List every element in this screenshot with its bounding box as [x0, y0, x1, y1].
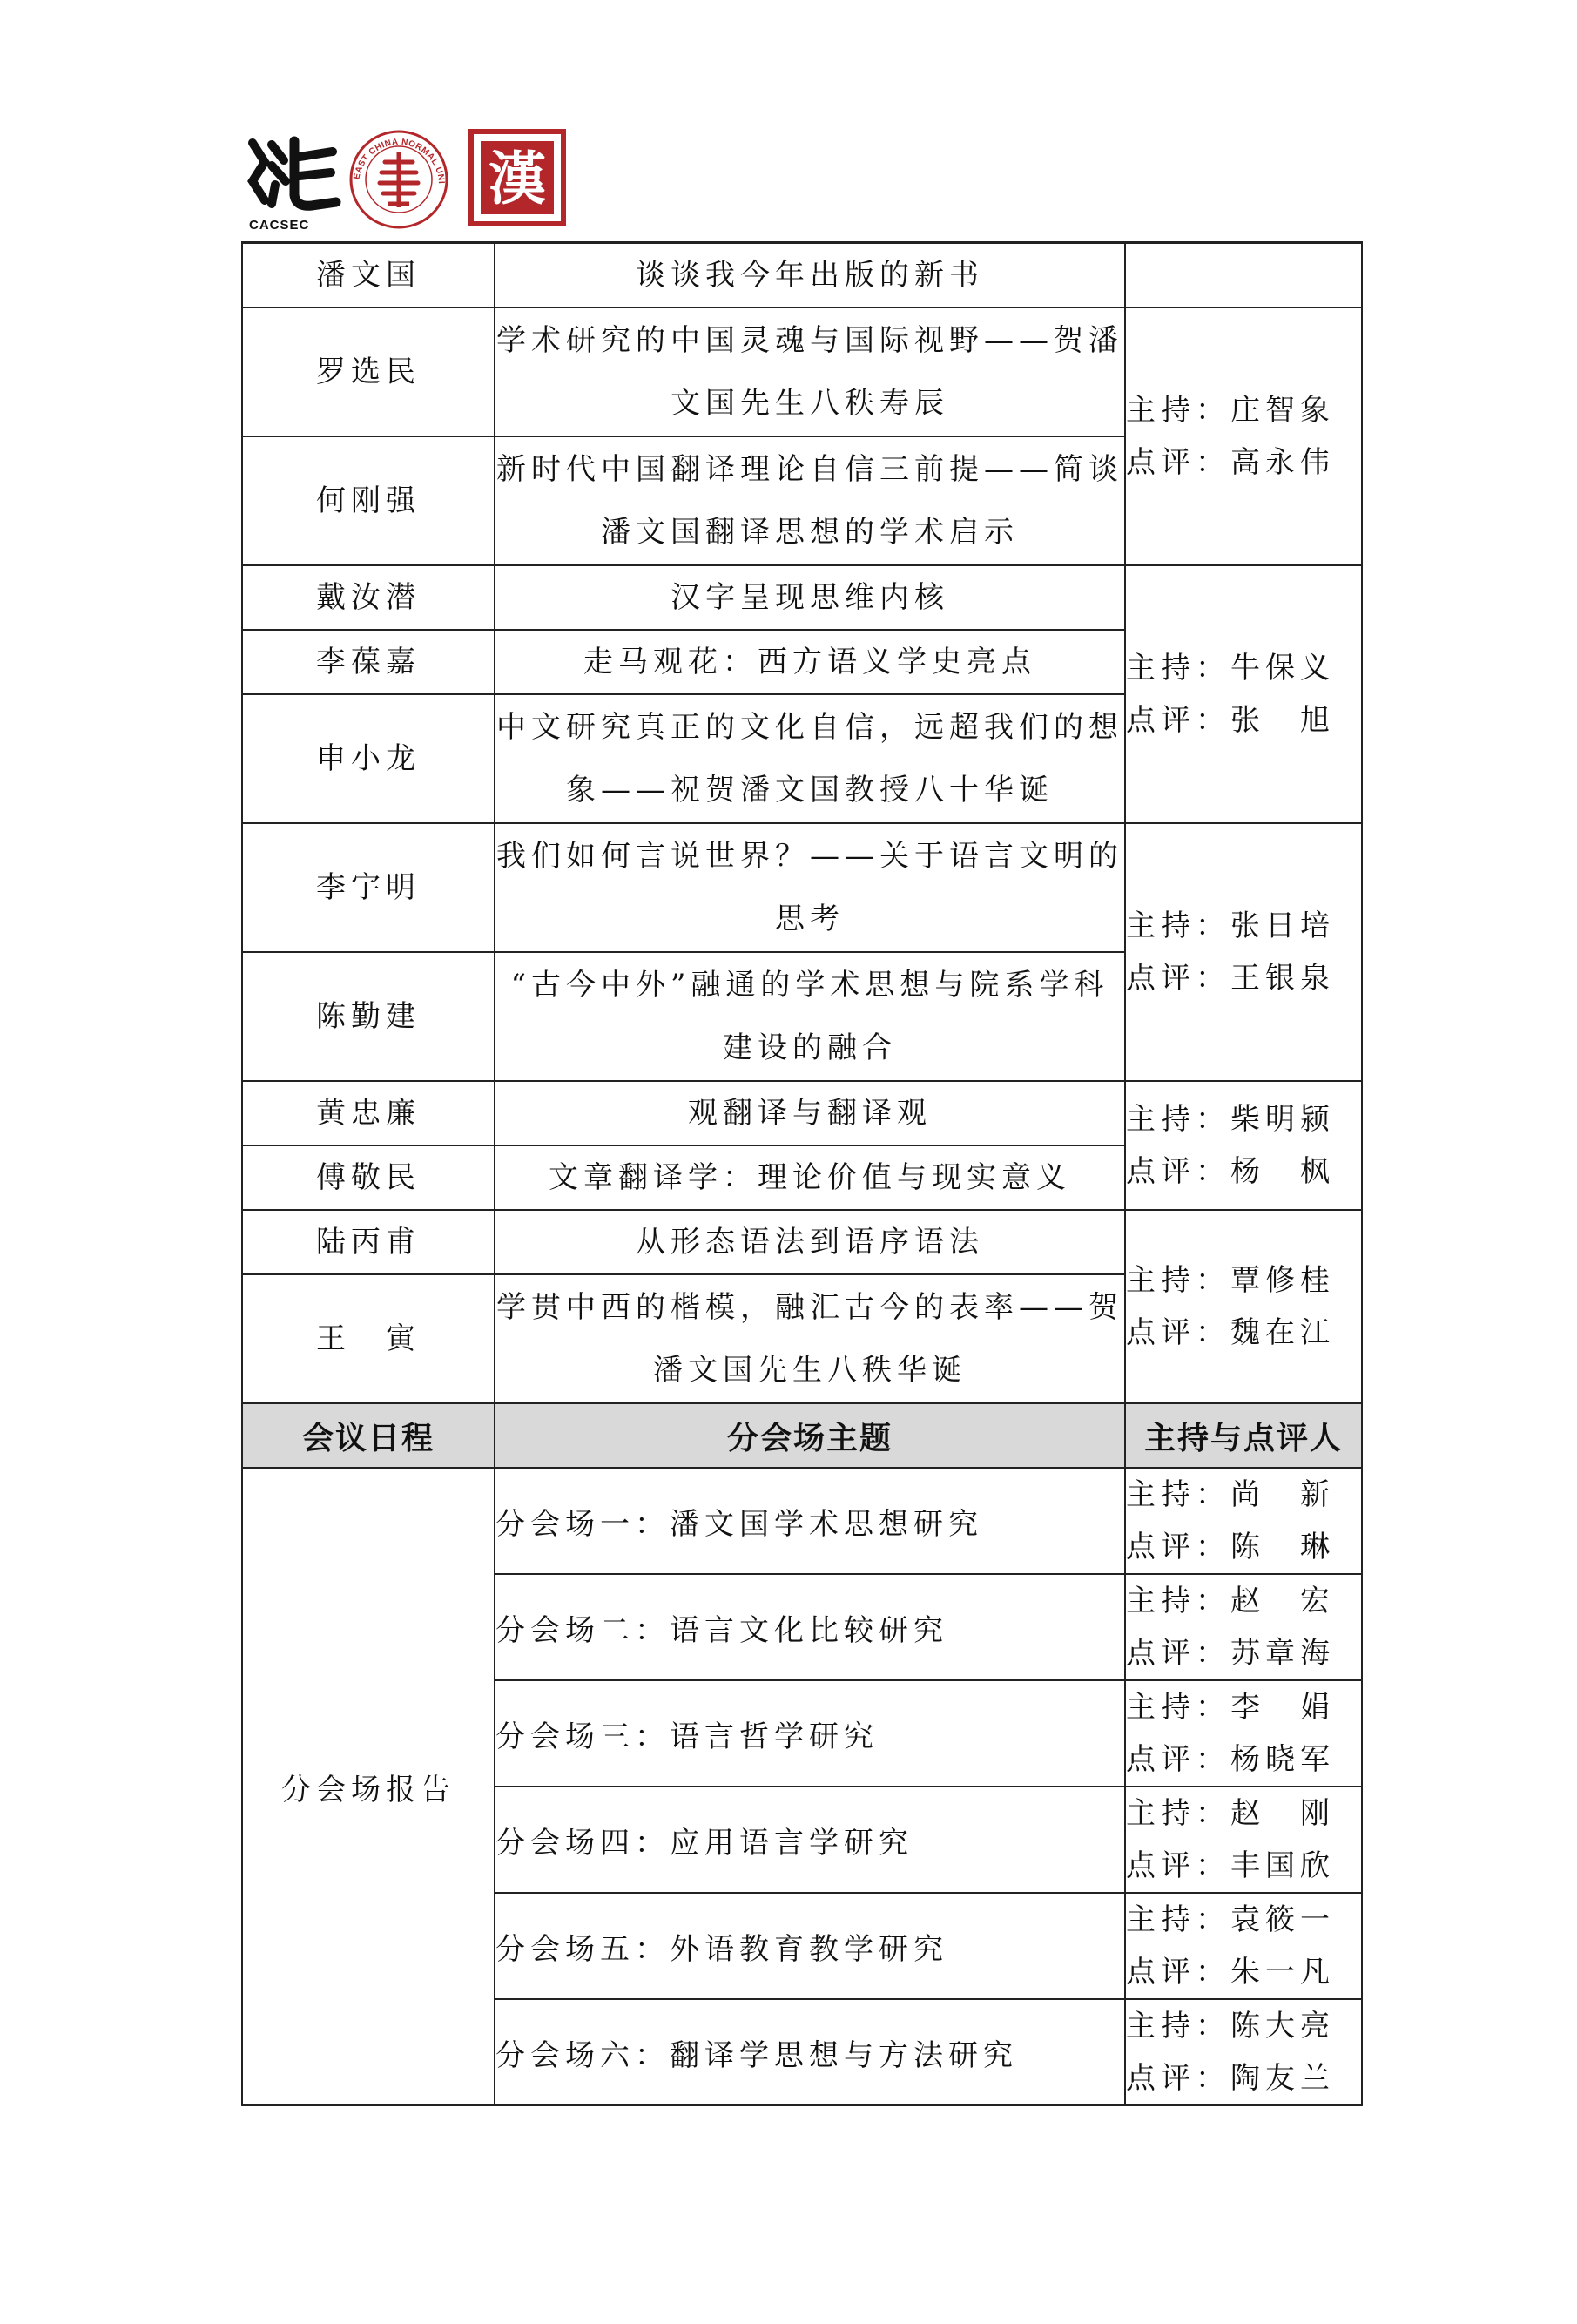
review-label: 点评：杨晓军 — [1126, 1742, 1335, 1777]
section-header-row — [242, 1403, 1362, 1468]
session-host-cell — [1125, 1574, 1362, 1680]
speaker-name: 王 寅 — [242, 1274, 495, 1403]
talk-row — [242, 1210, 1362, 1274]
review-label: 点评：陶友兰 — [1126, 2061, 1335, 2096]
session-title: 分会场一：潘文国学术思想研究 — [495, 1468, 1125, 1574]
session-title: 分会场五：外语教育教学研究 — [495, 1893, 1125, 1999]
speaker-name: 李葆嘉 — [242, 630, 495, 694]
review-label: 点评：张 旭 — [1126, 703, 1335, 738]
session-host-cell — [1125, 1999, 1362, 2105]
talk-row — [242, 307, 1362, 436]
host-label: 主持：覃修桂 — [1126, 1263, 1335, 1298]
talk-row — [242, 1081, 1362, 1145]
header-topic: 分会场主题 — [495, 1403, 1125, 1468]
session-title: 分会场二：语言文化比较研究 — [495, 1574, 1125, 1680]
talk-title: 中文研究真正的文化自信，远超我们的想 象——祝贺潘文国教授八十华诞 — [495, 694, 1125, 823]
review-label: 点评：魏在江 — [1126, 1315, 1335, 1350]
session-row — [242, 1468, 1362, 1574]
review-label: 点评：苏章海 — [1126, 1636, 1335, 1671]
speaker-name: 黄忠廉 — [242, 1081, 495, 1145]
speaker-name: 李宇明 — [242, 823, 495, 952]
session-host-cell — [1125, 1468, 1362, 1574]
review-label: 点评：陈 琳 — [1126, 1530, 1335, 1564]
review-label: 点评：杨 枫 — [1126, 1154, 1335, 1189]
speaker-name: 何刚强 — [242, 436, 495, 565]
talk-title: 观翻译与翻译观 — [495, 1081, 1125, 1145]
breakout-label: 分会场报告 — [242, 1468, 495, 2105]
talk-title: “古今中外”融通的学术思想与院系学科 建设的融合 — [495, 952, 1125, 1081]
host-review-cell — [1125, 1081, 1362, 1210]
session-title: 分会场六：翻译学思想与方法研究 — [495, 1999, 1125, 2105]
speaker-name: 陈勤建 — [242, 952, 495, 1081]
cacsec-logo — [246, 127, 343, 232]
talk-title: 走马观花：西方语义学史亮点 — [495, 630, 1125, 694]
review-label: 点评：丰国欣 — [1126, 1848, 1335, 1883]
review-label: 点评：王银泉 — [1126, 961, 1335, 996]
host-cell-empty — [1125, 243, 1362, 308]
talk-title: 汉字呈现思维内核 — [495, 565, 1125, 630]
ecnu-seal-logo — [347, 127, 451, 232]
speaker-name: 戴汝潜 — [242, 565, 495, 630]
talk-title: 新时代中国翻译理论自信三前提——简谈 潘文国翻译思想的学术启示 — [495, 436, 1125, 565]
host-review-cell — [1125, 307, 1362, 565]
host-label: 主持：赵 刚 — [1126, 1796, 1335, 1831]
session-host-cell — [1125, 1893, 1362, 1999]
host-review-cell — [1125, 565, 1362, 823]
session-title: 分会场四：应用语言学研究 — [495, 1787, 1125, 1893]
talk-title: 我们如何言说世界？——关于语言文明的 思考 — [495, 823, 1125, 952]
talk-row — [242, 565, 1362, 630]
host-review-cell — [1125, 1210, 1362, 1403]
host-label: 主持：尚 新 — [1126, 1477, 1335, 1512]
host-label: 主持：庄智象 — [1126, 393, 1335, 428]
host-label: 主持：赵 宏 — [1126, 1584, 1335, 1618]
host-label: 主持：柴明颍 — [1126, 1102, 1335, 1137]
speaker-name: 罗选民 — [242, 307, 495, 436]
review-label: 点评：朱一凡 — [1126, 1955, 1335, 1990]
schedule-table — [241, 241, 1363, 2106]
cacsec-caption: CACSEC — [249, 218, 310, 233]
header-logos — [246, 127, 566, 232]
han-seal-logo — [468, 129, 566, 226]
host-label: 主持：张日培 — [1126, 909, 1335, 943]
session-host-cell — [1125, 1680, 1362, 1787]
host-label: 主持：李 娟 — [1126, 1690, 1335, 1725]
talk-title: 学贯中西的楷模，融汇古今的表率——贺 潘文国先生八秩华诞 — [495, 1274, 1125, 1403]
speaker-name: 申小龙 — [242, 694, 495, 823]
speaker-name: 傅敬民 — [242, 1145, 495, 1210]
host-label: 主持：陈大亮 — [1126, 2009, 1335, 2044]
header-host-review: 主持与点评人 — [1125, 1403, 1362, 1468]
review-label: 点评：高永伟 — [1126, 445, 1335, 480]
header-schedule: 会议日程 — [242, 1403, 495, 1468]
session-title: 分会场三：语言哲学研究 — [495, 1680, 1125, 1787]
host-label: 主持：袁筱一 — [1126, 1902, 1335, 1937]
svg-text:EAST CHINA NORMAL UNIVERSITY: EAST CHINA NORMAL UNI — [352, 137, 447, 185]
host-label: 主持：牛保义 — [1126, 651, 1335, 686]
talk-row — [242, 823, 1362, 952]
han-glyph: 漢 — [489, 145, 546, 213]
talk-row — [242, 243, 1362, 308]
talk-title: 文章翻译学：理论价值与现实意义 — [495, 1145, 1125, 1210]
talk-title: 学术研究的中国灵魂与国际视野——贺潘 文国先生八秩寿辰 — [495, 307, 1125, 436]
talk-title: 从形态语法到语序语法 — [495, 1210, 1125, 1274]
host-review-cell — [1125, 823, 1362, 1081]
speaker-name: 潘文国 — [242, 243, 495, 308]
talk-title: 谈谈我今年出版的新书 — [495, 243, 1125, 308]
session-host-cell — [1125, 1787, 1362, 1893]
speaker-name: 陆丙甫 — [242, 1210, 495, 1274]
